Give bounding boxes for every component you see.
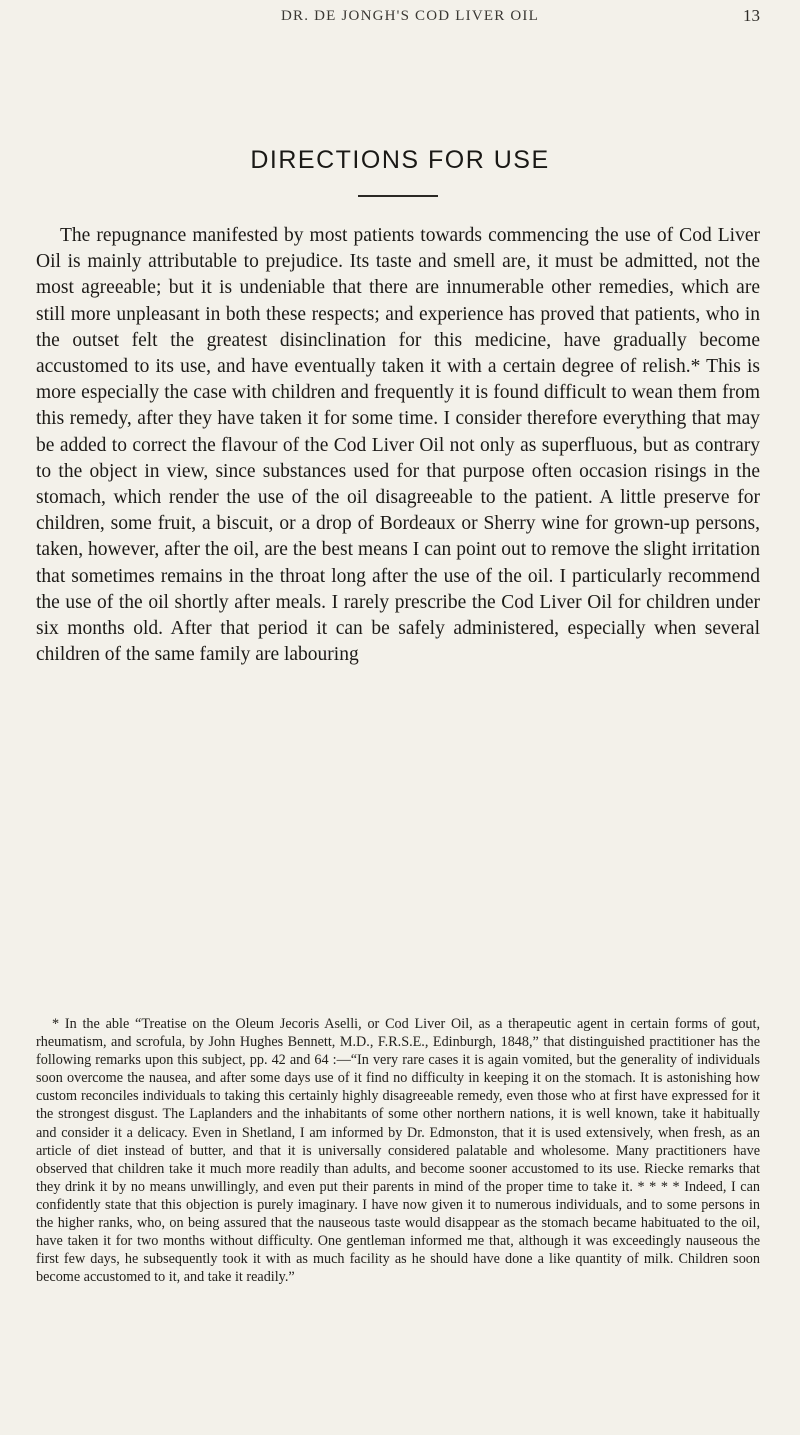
body-paragraph: The repugnance manifested by most patients towards commencing the use of Cod Liver Oil is mainly attributable to prejudice. Its taste and smell are, it must be admitted, not the most agreeable; but it is undeniable that there are innumerable other remedies, which are still more unpleasant in both these respects; and experience has proved that patients, who in the outset felt the greatest disinclination for this medicine, have gradually become accustomed to its use, and have eventually taken it with a certain degree of relish.* This is more especially the case with children and frequently it is found difficult to wean them from this remedy, after they have taken it for some time. I consider therefore everything that may be added to correct the flavour of the Cod Liver Oil not only as superfluous, but as contrary to the object in view, since substances used for that purpose often occasion risings in the stomach, which render the use of the oil disagreeable to the patient. A little preserve for children, some fruit, a biscuit, or a drop of Bordeaux or Sherry wine for grown-up persons, taken, however, after the oil, are the best means I can point out to remove the slight irritation that sometimes remains in the throat long after the use of the oil. I particularly recommend the use of the oil shortly after meals. I rarely prescribe the Cod Liver Oil for children under six months old. After that period it can be safely administered, especially when several children of the same family are labouring (36, 225, 760, 666)
running-head: DR. DE JONGH'S COD LIVER OIL (281, 8, 539, 24)
footnote: * In the able “Treatise on the Oleum Jecoris Aselli, or Cod Liver Oil, as a therapeutic agent in certain forms of gout, rheumatism, and scrofula, by John Hughes Bennett, M.D., F.R.S.E., Edinburgh, 1848,” that distinguished practitioner has the following remarks upon this subject, pp. 42 and 64 :—“In very rare cases it is again vomited, but the generality of individuals soon overcome the nausea, and after some days use of it find no difficulty in keeping it on the stomach. It is astonishing how custom reconciles individuals to taking this certainly highly disagreeable remedy, even those who at first have expressed for it the strongest disgust. The Laplanders and the inhabitants of some other northern nations, it is well known, take it habitually and consider it a delicacy. Even in Shetland, I am informed by Dr. Edmonston, that it is used extensively, when fresh, as an article of diet instead of butter, and that it is universally considered palatable and wholesome. Many practitioners have observed that children take it much more readily than adults, and become sooner accustomed to its use. Riecke remarks that they drink it by no means unwillingly, and even put their parents in mind of the proper time to take it. * * * * Indeed, I can confidently state that this objection is purely imaginary. I have now given it to numerous individuals, and to some persons in the higher ranks, who, on being assured that the nauseous taste would disappear as the stomach became habituated to the oil, have taken it for two months without difficulty. One gentleman informed me that, although it was exceedingly nauseous the first few days, he subsequently took it with as much facility as he should have done a like quantity of milk. Children soon become accustomed to it, and take it readily.” (36, 1016, 760, 1286)
page-number: 13 (743, 6, 760, 25)
section-title: DIRECTIONS FOR USE (250, 146, 550, 174)
title-rule (358, 195, 438, 197)
